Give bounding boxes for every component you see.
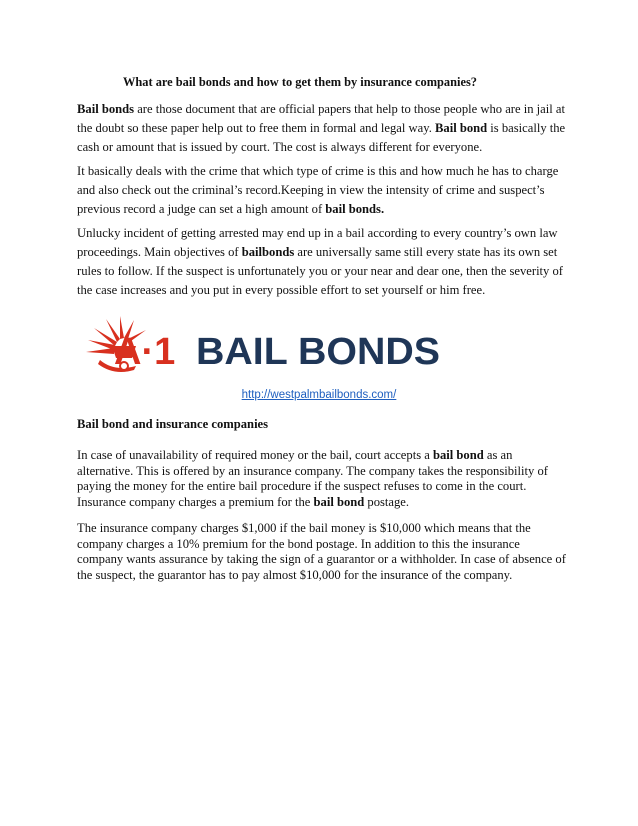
logo-bail-bonds-text: BAIL BONDS [196,331,440,373]
text: Unlucky incident of getting arrested may end up in a bail according to every country’s own law proceedings. Main objectives of [77,226,558,259]
text: are universally same still every state has its own set rules to follow. If the suspect is unfortunately you or your near and dear one, then the severity of the case increases and you put in every possible effort to set yourself or him free. [77,245,563,297]
bold-term: bail bonds. [325,202,385,216]
paragraph-1 [77,100,569,157]
text: are those document that are official papers that help to those people who are in jail at the doubt so these paper help out to free them in formal and legal way. [77,102,566,135]
text: The insurance company charges $1,000 if the bail money is $10,000 which means that the company charges a 10% premium for the bond postage. In addition to this the insurance company wants assurance by taking the sign of a guarantor or a withholder. In case of absence of the suspect, the guarantor has to pay almost $10,000 for the insurance of the company. [77,521,566,582]
website-link[interactable]: http://westpalmbailbonds.com/ [241,389,397,401]
bold-term: Bail bond [435,121,488,135]
text: is basically the cash or amount that is issued by court. The cost is always different for everyone. [77,121,566,154]
document-title: What are bail bonds and how to get them by insurance companies? [123,75,477,89]
text: In case of unavailability of required money or the bail, court accepts a [77,448,433,462]
section-heading: Bail bond and insurance companies [77,417,269,431]
paragraph-2 [77,162,569,219]
paragraph-5 [77,521,569,583]
a1-bail-bonds-logo [84,314,444,378]
text: as an alternative. This is offered by an insurance company. The company takes the responsibility of paying the money for the entire bail procedure if the suspect refuses to come in the court. Insurance company charges a premium for the [77,448,548,509]
bold-term: bail bond [313,494,365,509]
text: postage. [364,494,410,509]
bold-term: bailbonds [241,245,295,259]
bold-term: bail bond [432,448,484,462]
paragraph-3 [77,224,569,300]
text: It basically deals with the crime that which type of crime is this and how much he has to charge and also check out the criminal’s record.Keeping in view the intensity of crime and suspect’s previous record a judge can set a high amount of [77,164,559,216]
logo-a1-text: A·1 [114,331,176,373]
paragraph-4 [77,448,569,510]
bold-term: Bail bonds [77,102,135,116]
